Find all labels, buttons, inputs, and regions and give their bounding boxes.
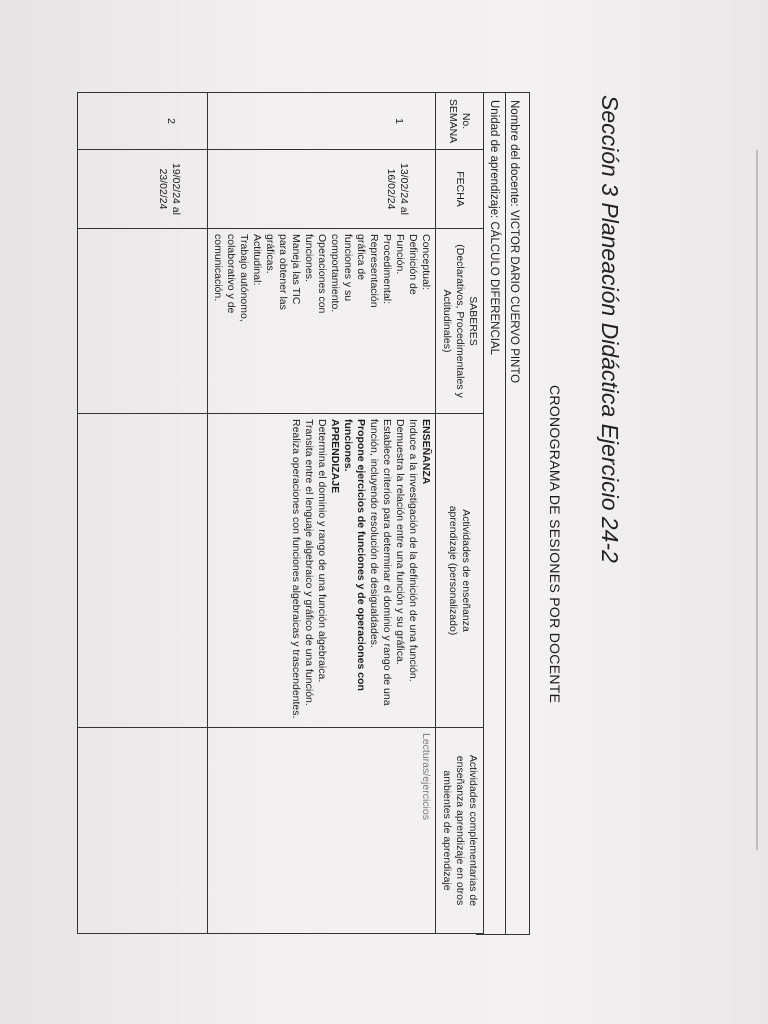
complementary-cell [78,728,208,934]
teaching-title: ENSEÑANZA [420,419,432,485]
learning-item: Realiza operaciones con funciones algebraicas y trascendentes. [290,419,302,719]
saberes-cell: Conceptual: Definición de Función. Procedimental: Representación gráfica de funciones y su comportamiento. Operaciones con funciones. Maneja las TIC para obtener las gráficas. Actitudinal: Trabajo autónomo, colaborativo y de comunicación. [208,229,436,414]
info-frame-right [476,934,530,935]
document-subtitle: CRONOGRAMA DE SESIONES POR DOCENTE [547,385,563,704]
table-row [208,93,436,934]
teacher-name: Nombre del docente: VICTOR DARIO CUERVO PINTO [508,100,520,384]
date-cell: 13/02/24 al 16/02/24 [208,150,436,229]
header-activities: Actividades de enseñanza aprendizaje (personalizado) [436,414,484,728]
header-complementary: Actividades complementarias de enseñanza aprendizaje en otros ambientes de aprendizaje [436,728,484,934]
header-date: FECHA [436,150,484,229]
complementary-cell: Lecturas/ejercicios [208,728,436,934]
date-cell: 19/02/24 al 23/02/24 [78,150,208,229]
info-frame-top [529,92,530,934]
activities-cell [208,414,436,728]
table-row [78,93,208,934]
learning-unit: Unidad de aprendizaje: CÁLCULO DIFERENCIAL [488,100,500,356]
learning-item: Determina el dominio y rango de una función algebraica. [316,419,328,683]
page-edge-shadow [756,150,758,850]
teaching-item: Induce a la investigación de la definición de una función. [407,419,419,682]
schedule-table [77,92,484,934]
teaching-item: Establece criterios para determinar el dominio y rango de una función, incluyendo resolución de desigualdades. [368,419,393,706]
header-week: No. SEMANA [436,93,484,150]
week-cell: 2 [78,93,208,150]
learning-item: Transita entre el lenguaje algebraico y gráfico de una función. [303,419,315,706]
teaching-item: Propone ejercicios de funciones y de operaciones con funciones. [342,419,367,691]
week-cell: 1 [208,93,436,150]
teaching-item: Demuestra la relación entre una función y su gráfica. [394,419,406,665]
activities-cell [78,414,208,728]
info-frame-divider [505,92,506,934]
page-heading: Sección 3 Planeación Didáctica Ejercicio 24-2 [597,95,623,563]
saberes-cell [78,229,208,414]
table-header-row [436,93,484,934]
header-saberes: SABERES (Declarativos, Procedimentales y Actitudinales) [436,229,484,414]
learning-title: APRENDIZAJE [329,419,341,494]
info-frame-left [476,92,530,93]
